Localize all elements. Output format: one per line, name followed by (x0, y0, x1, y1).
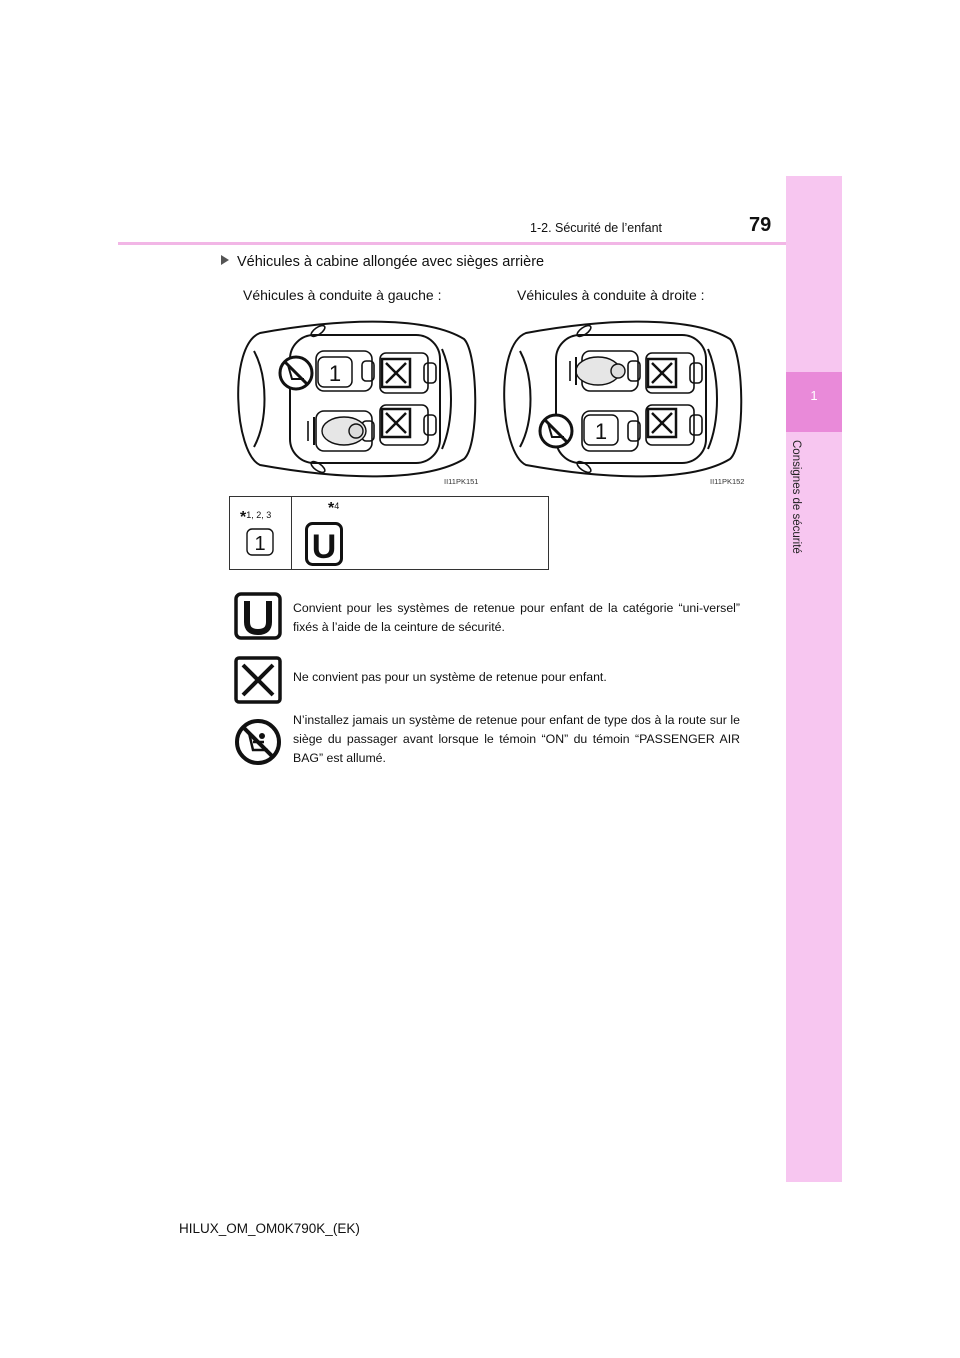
chapter-number: 1 (810, 388, 818, 403)
no-rear-facing-seat-icon (540, 415, 572, 447)
section-heading-text: Véhicules à cabine allongée avec sièges arrière (237, 254, 545, 270)
page-number: 79 (749, 214, 772, 236)
document-footer-code: HILUX_OM_OM0K790K_(EK) (179, 1221, 360, 1236)
rear-seat-not-suitable-icon (648, 409, 676, 437)
rear-seat-not-suitable-icon (382, 359, 410, 387)
no-rear-facing-seat-icon (280, 357, 312, 389)
figure-code-left: II11PK151 (444, 477, 479, 486)
chapter-label: Consignes de sécurité (790, 440, 802, 554)
car-diagram-right-hand-drive (494, 313, 746, 485)
seat-label-one-icon (246, 528, 274, 556)
legend-no-rear-facing-text: N’installez jamais un système de retenue pour enfant de type dos à la route sur le siège du passager avant lorsque le témoin “ON” du témoin “PASSENGER AIR BAG” est allumé. (293, 713, 740, 765)
front-seat-label-left: 1 (328, 361, 342, 386)
chapter-side-tab (786, 176, 842, 1182)
driver-figure (570, 357, 625, 385)
rear-seat-not-suitable-icon (382, 409, 410, 437)
table-universal-symbol: U (311, 528, 337, 566)
table-note-1: *1, 2, 3 (240, 509, 272, 526)
running-header-section: 1-2. Sécurité de l’enfant (530, 221, 663, 235)
header-rule (118, 242, 786, 245)
table-note-2: *4 (328, 500, 340, 517)
caption-left-hand-drive: Véhicules à conduite à gauche : (243, 287, 442, 303)
front-seat-label-right: 1 (594, 419, 608, 444)
seat-note-table (229, 496, 549, 570)
figure-code-right: II11PK152 (710, 477, 745, 486)
asterisk-icon: * (328, 500, 335, 517)
bullet-triangle-icon (221, 255, 229, 265)
section-heading (221, 254, 544, 270)
rear-seat-not-suitable-icon (648, 359, 676, 387)
legend-not-suitable-text: Ne convient pas pour un système de retenue pour enfant. (293, 670, 607, 684)
not-suitable-x-icon (234, 656, 282, 704)
car-diagram-left-hand-drive (228, 313, 480, 485)
universal-u-icon (305, 522, 343, 566)
universal-u-icon (234, 592, 282, 640)
legend-universal-text: Convient pour les systèmes de retenue pour enfant de la catégorie “uni-versel” fixés à l’aide de la ceinture de sécurité. (293, 601, 740, 634)
caption-right-hand-drive: Véhicules à conduite à droite : (517, 287, 705, 303)
table-divider (291, 496, 292, 570)
table-seat-label: 1 (254, 533, 266, 555)
asterisk-icon: * (240, 509, 247, 526)
no-rear-facing-seat-icon (234, 718, 282, 766)
